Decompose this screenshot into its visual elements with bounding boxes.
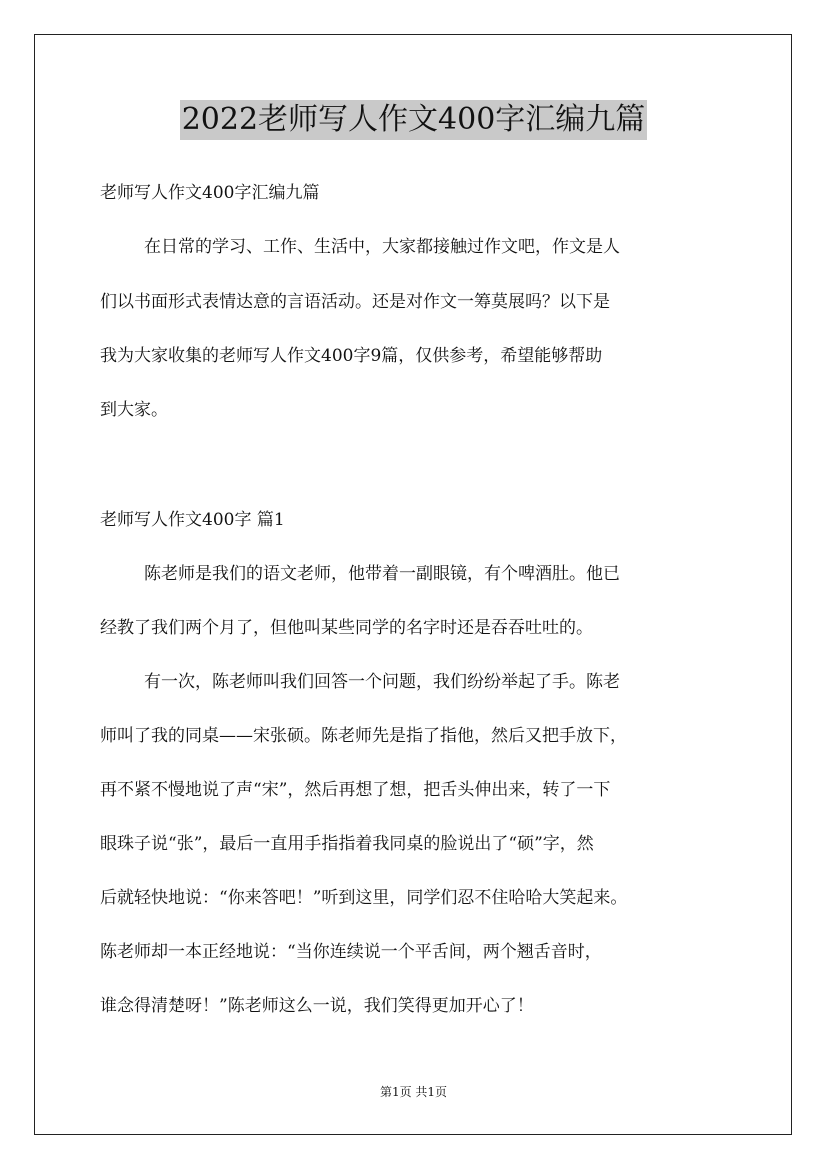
paragraph-line: 陈老师却一本正经地说：“当你连续说一个平舌间，两个翘舌音时，: [100, 942, 602, 962]
page-footer: 第1页 共1页: [379, 1085, 448, 1099]
paragraph-line: 有一次，陈老师叫我们回答一个问题，我们纷纷举起了手。陈老: [144, 672, 620, 692]
document-subtitle: 老师写人作文400字汇编九篇: [100, 183, 320, 203]
document-title: 2022老师写人作文400字汇编九篇: [180, 100, 648, 140]
section-heading: 老师写人作文400字 篇1: [100, 510, 285, 530]
intro-line: 我为大家收集的老师写人作文400字9篇，仅供参考，希望能够帮助: [100, 346, 603, 366]
paragraph-line: 后就轻快地说：“你来答吧！”听到这里，同学们忍不住哈哈大笑起来。: [100, 888, 628, 908]
intro-line: 在日常的学习、工作、生活中，大家都接触过作文吧，作文是人: [144, 237, 620, 257]
paragraph-line: 师叫了我的同桌——宋张硕。陈老师先是指了指他，然后又把手放下，: [100, 726, 627, 746]
paragraph-line: 谁念得清楚呀！”陈老师这么一说，我们笑得更加开心了！: [100, 996, 534, 1016]
paragraph-line: 陈老师是我们的语文老师，他带着一副眼镜，有个啤酒肚。他已: [144, 564, 620, 584]
paragraph-line: 经教了我们两个月了，但他叫某些同学的名字时还是吞吞吐吐的。: [100, 618, 593, 638]
intro-line: 们以书面形式表情达意的言语活动。还是对作文一筹莫展吗？以下是: [100, 292, 610, 312]
intro-line: 到大家。: [100, 400, 168, 420]
paragraph-line: 眼珠子说“张”，最后一直用手指指着我同桌的脸说出了“硕”字，然: [100, 834, 594, 854]
paragraph-line: 再不紧不慢地说了声“宋”，然后再想了想，把舌头伸出来，转了一下: [100, 780, 611, 800]
